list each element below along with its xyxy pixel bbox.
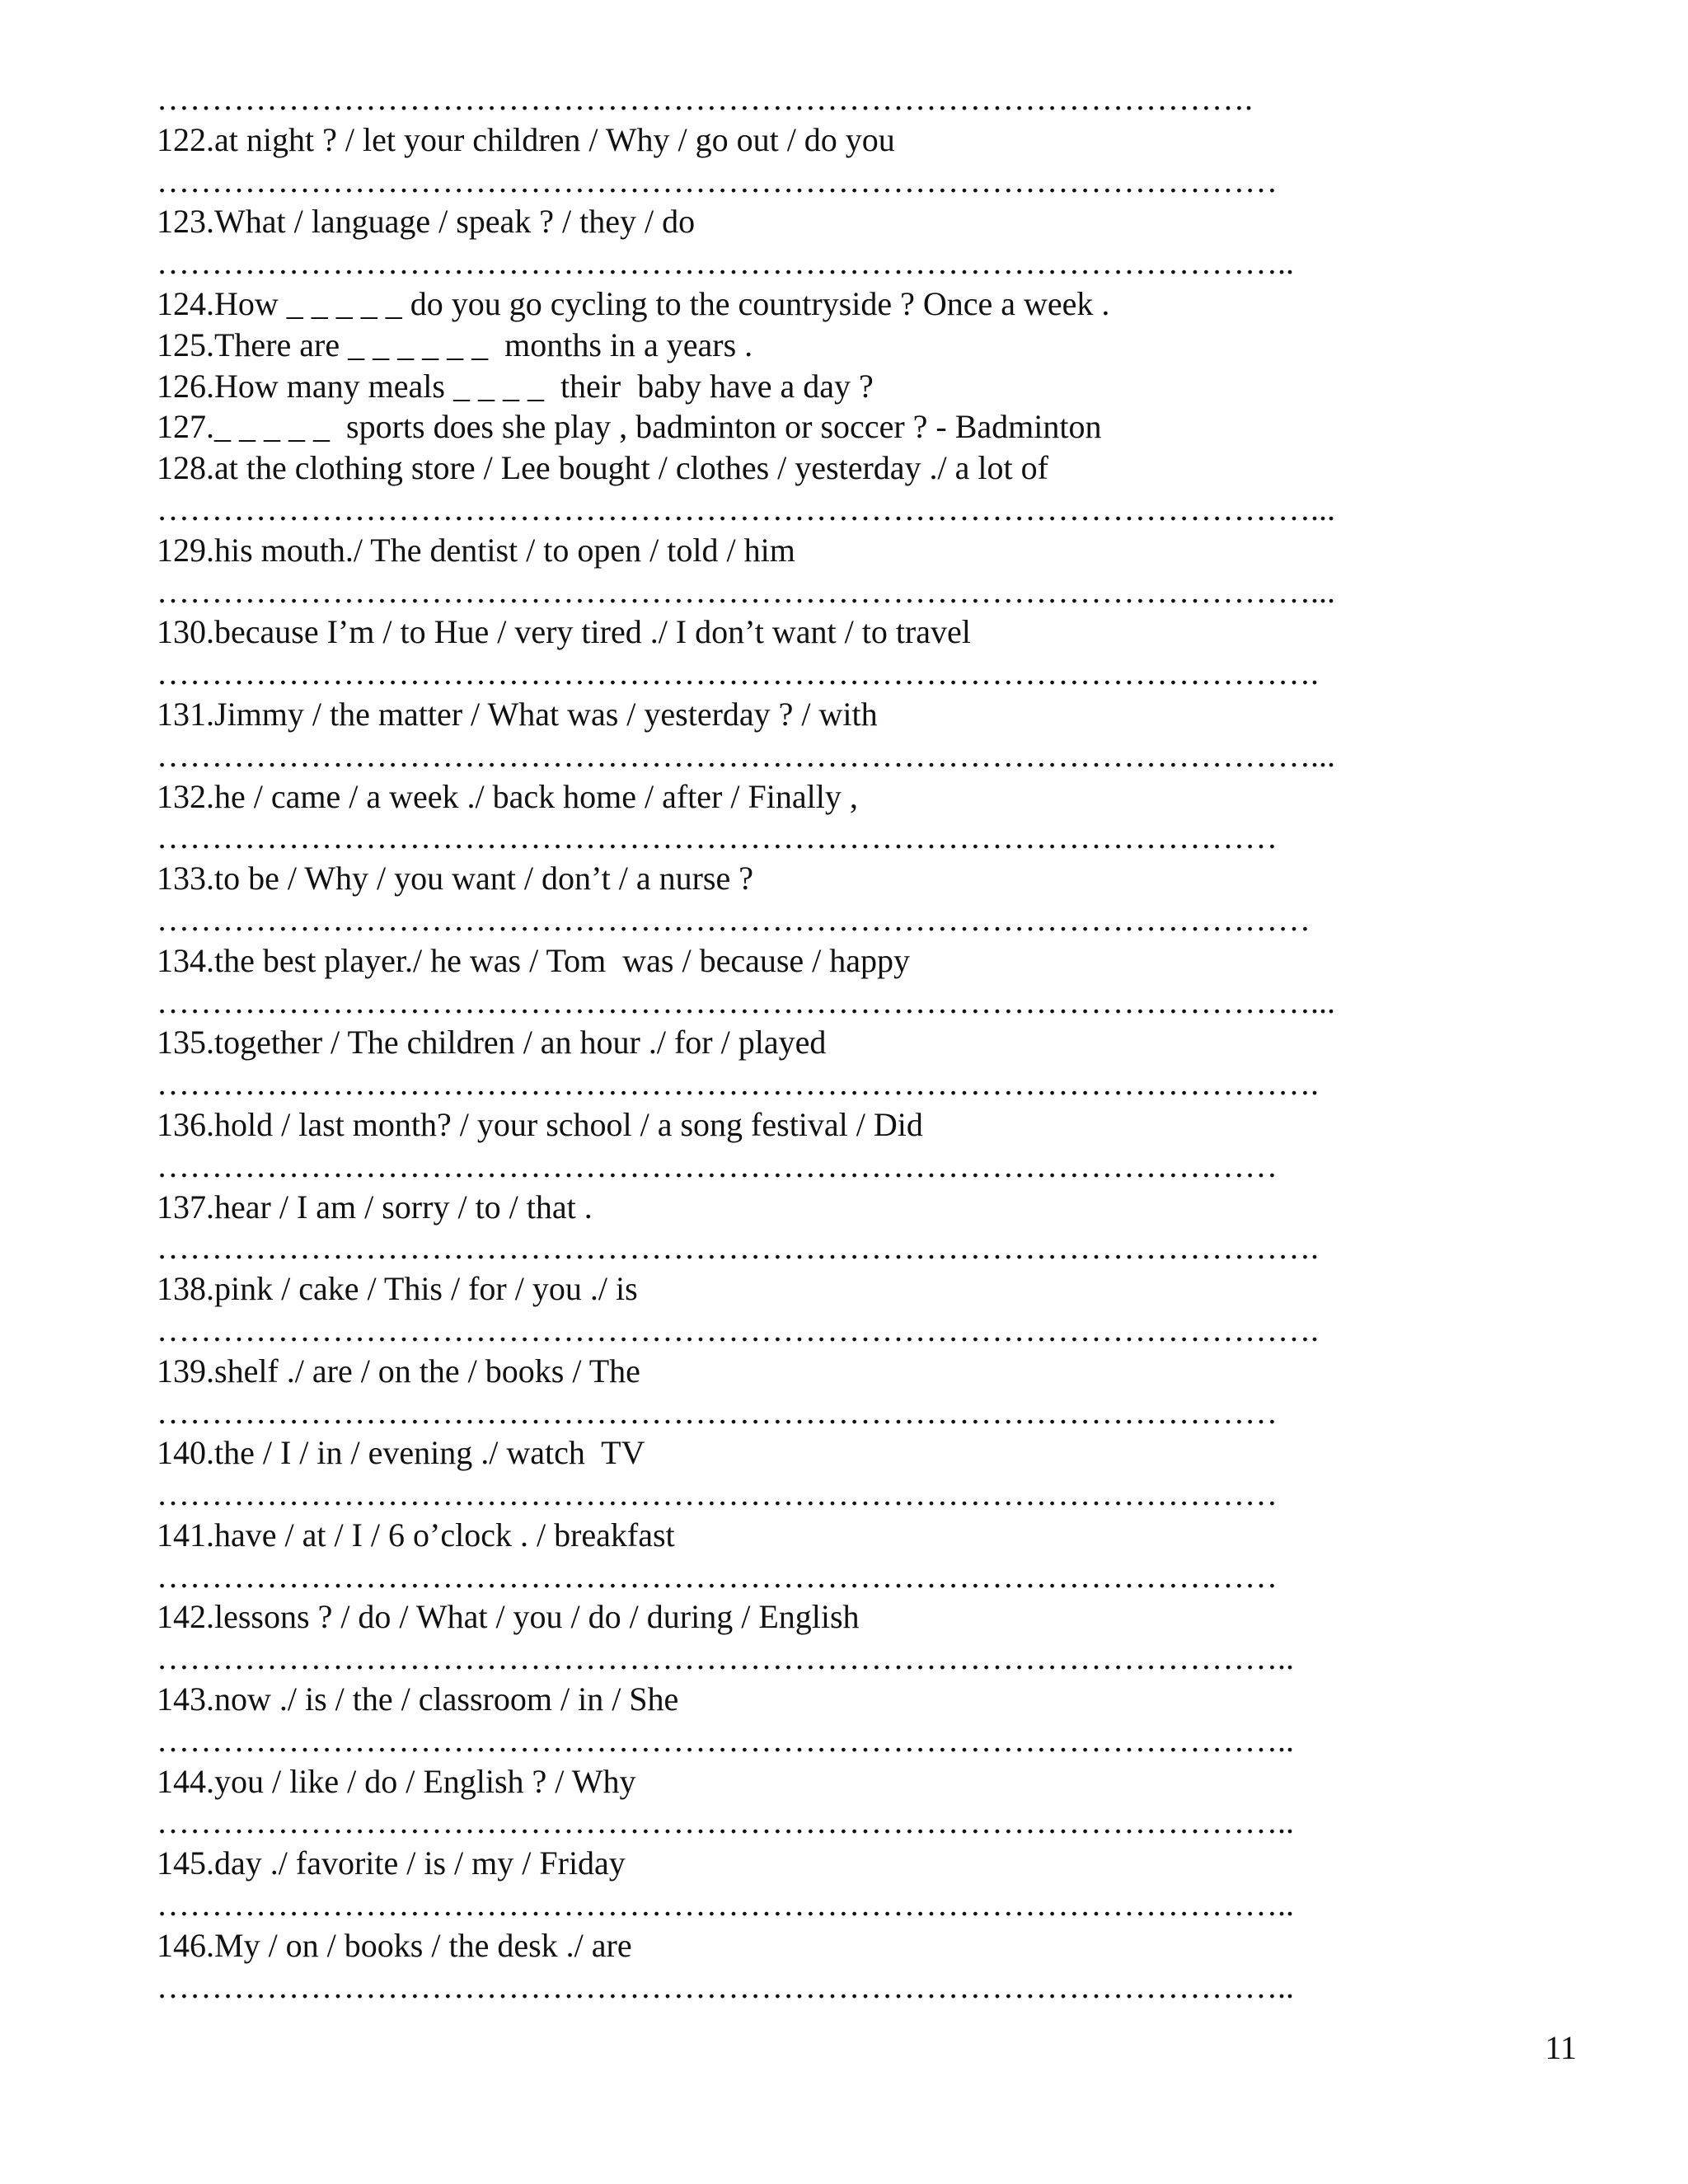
exercise-item: 138.pink / cake / This / for / you ./ is — [157, 1270, 638, 1308]
answer-line: ………………………………………………………………………………………….. — [157, 1721, 1294, 1759]
exercise-item: 135.together / The children / an hour ./ for / played — [157, 1024, 827, 1062]
answer-line: ………………………………………………………………………………………… — [157, 1146, 1278, 1184]
answer-line: ………………………………………………………………………………………….. — [157, 1967, 1294, 2005]
exercise-item: 136.hold / last month? / your school / a song festival / Did — [157, 1105, 923, 1143]
answer-line: ………………………………………………………………………………………….. — [157, 1639, 1294, 1677]
answer-line: ……………………………………………………………………………………………. — [157, 654, 1319, 692]
answer-line: ………………………………………………………………………………………… — [157, 1393, 1278, 1431]
answer-line: ……………………………………………………………………………………………... — [157, 982, 1335, 1020]
answer-line: ………………………………………………………………………………………….. — [157, 1886, 1294, 1924]
exercise-item: 143.now ./ is / the / classroom / in / She — [157, 1680, 679, 1718]
answer-line: ………………………………………………………………………………………….. — [157, 1803, 1294, 1841]
page-number: 11 — [1545, 2029, 1577, 2066]
answer-line: …………………………………………………………………………………………… — [157, 900, 1311, 938]
exercise-item: 131.Jimmy / the matter / What was / yesterday ? / with — [157, 695, 878, 733]
answer-line: ………………………………………………………………………………………. — [157, 80, 1253, 117]
answer-line: ……………………………………………………………………………………………. — [157, 1229, 1319, 1267]
answer-line: ………………………………………………………………………………………… — [157, 818, 1278, 856]
exercise-item: 140.the / I / in / evening ./ watch TV — [157, 1434, 645, 1472]
answer-line: ………………………………………………………………………………………… — [157, 1557, 1278, 1595]
exercise-item: 126.How many meals _ _ _ _ their baby have a day ? — [157, 367, 874, 405]
answer-line: ……………………………………………………………………………………………. — [157, 1065, 1319, 1103]
exercise-item: 123.What / language / speak ? / they / do — [157, 203, 696, 241]
answer-line: ………………………………………………………………………………………… — [157, 1475, 1278, 1513]
exercise-item: 145.day ./ favorite / is / my / Friday — [157, 1844, 626, 1882]
exercise-item: 146.My / on / books / the desk ./ are — [157, 1926, 632, 1964]
exercise-item: 127._ _ _ _ _ sports does she play , badminton or soccer ? - Badminton — [157, 408, 1102, 446]
exercise-item: 125.There are _ _ _ _ _ _ months in a years . — [157, 326, 753, 363]
exercise-item: 124.How _ _ _ _ _ do you go cycling to the countryside ? Once a week . — [157, 284, 1110, 322]
answer-line: ……………………………………………………………………………………………... — [157, 572, 1335, 610]
exercise-item: 129.his mouth./ The dentist / to open / told / him — [157, 531, 795, 569]
exercise-item: 133.to be / Why / you want / don’t / a nurse ? — [157, 860, 753, 898]
exercise-item: 130.because I’m / to Hue / very tired ./ I don’t want / to travel — [157, 613, 971, 651]
exercise-item: 141.have / at / I / 6 o’clock . / breakfast — [157, 1516, 675, 1554]
exercise-item: 137.hear / I am / sorry / to / that . — [157, 1188, 593, 1226]
exercise-item: 139.shelf ./ are / on the / books / The — [157, 1352, 640, 1390]
answer-line: ……………………………………………………………………………………………. — [157, 1310, 1319, 1348]
answer-line: ……………………………………………………………………………………………... — [157, 490, 1335, 527]
exercise-item: 128.at the clothing store / Lee bought / clothes / yesterday ./ a lot of — [157, 449, 1048, 487]
answer-line: ……………………………………………………………………………………………... — [157, 736, 1335, 774]
exercise-item: 122.at night ? / let your children / Why / go out / do you — [157, 120, 895, 158]
exercise-item: 144.you / like / do / English ? / Why — [157, 1762, 636, 1800]
answer-line: ………………………………………………………………………………………… — [157, 162, 1278, 199]
exercise-item: 132.he / came / a week ./ back home / after / Finally , — [157, 777, 858, 815]
exercise-item: 134.the best player./ he was / Tom was / because / happy — [157, 941, 911, 979]
exercise-list — [157, 78, 1541, 2007]
answer-line: ………………………………………………………………………………………….. — [157, 244, 1294, 282]
exercise-item: 142.lessons ? / do / What / you / do / during / English — [157, 1598, 860, 1636]
